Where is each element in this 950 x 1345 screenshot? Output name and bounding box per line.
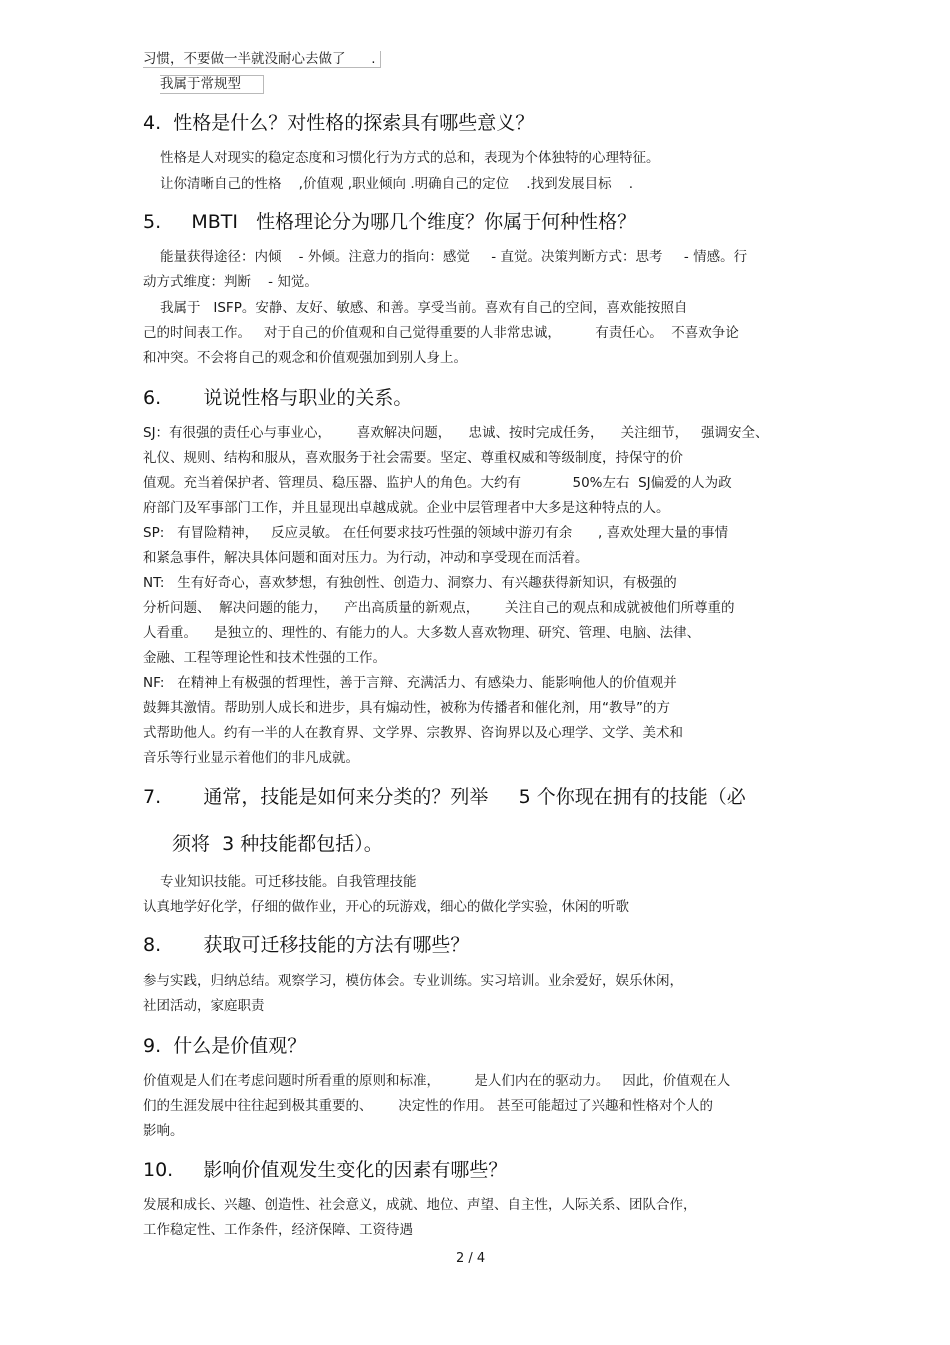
q4-line-2: 让你清晰自己的性格 ,价值观 ,职业倾向 .明确自己的定位 .找到发展目标 . [160, 176, 634, 192]
q5-line-1: 能量获得途径：内倾 - 外倾。注意力的指向：感觉 - 直觉。决策判断方式：思考 - 情感。行 [160, 249, 748, 265]
q5-line-4: 己的时间表工作。 对于自己的价值观和自己觉得重要的人非常忠诚， 有责任心。 不喜欢争论 [143, 325, 739, 341]
q9-heading: 9. 什么是价值观？ [143, 1035, 307, 1057]
q6-nf-line-2: 鼓舞其激情。帮助别人成长和进步，具有煽动性，被称为传播者和催化剂，用“教导”的方 [143, 700, 670, 716]
q9-line-1: 价值观是人们在考虑问题时所看重的原则和标准， 是人们内在的驱动力。 因此，价值观在人 [143, 1073, 731, 1089]
q6-sj-line-4: 府部门及军事部门工作，并且显现出卓越成就。企业中层管理者中大多是这种特点的人。 [143, 500, 670, 516]
q6-sj-line-3: 值观。充当着保护者、管理员、稳压器、监护人的角色。大约有 50%左右 SJ偏爱的人为政 [143, 475, 732, 491]
q6-nf-line-1: NF: 在精神上有极强的哲理性，善于言辩、充满活力、有感染力、能影响他人的价值观并 [143, 675, 677, 691]
q5-heading: 5. MBTI 性格理论分为哪几个维度？你属于何种性格？ [143, 211, 637, 233]
q5-line-3: 我属于 ISFP。安静、友好、敏感、和善。享受当前。喜欢有自己的空间，喜欢能按照自 [160, 300, 688, 316]
intro-line-2: 我属于常规型 [160, 75, 264, 93]
q7-line-1: 专业知识技能。可迁移技能。自我管理技能 [160, 874, 417, 890]
q5-line-2: 动方式维度：判断 - 知觉。 [143, 274, 318, 290]
q6-nt-line-4: 金融、工程等理论性和技术性强的工作。 [143, 650, 386, 666]
q7-heading-line-1: 7. 通常，技能是如何来分类的？列举 5 个你现在拥有的技能（必 [143, 786, 746, 808]
q10-line-2: 工作稳定性、工作条件，经济保障、工资待遇 [143, 1222, 413, 1238]
intro-line-1: 习惯，不要做一半就没耐心去做了 . [143, 50, 381, 68]
q10-line-1: 发展和成长、兴趣、创造性、社会意义，成就、地位、声望、自主性，人际关系、团队合作， [143, 1197, 697, 1213]
q9-line-2: 们的生涯发展中往往起到极其重要的、 决定性的作用。 甚至可能超过了兴趣和性格对个人的 [143, 1098, 714, 1114]
q6-nt-line-3: 人看重。 是独立的、理性的、有能力的人。大多数人喜欢物理、研究、管理、电脑、法律、 [143, 625, 701, 641]
q10-heading: 10. 影响价值观发生变化的因素有哪些？ [143, 1159, 508, 1181]
q7-heading-line-2: 须将 3 种技能都包括）。 [172, 833, 383, 855]
q6-sj-line-1: SJ：有很强的责任心与事业心， 喜欢解决问题， 忠诚、按时完成任务， 关注细节， 强调安全、 [143, 425, 769, 441]
q8-line-2: 社团活动，家庭职责 [143, 998, 265, 1014]
q5-line-5: 和冲突。不会将自己的观念和价值观强加到别人身上。 [143, 350, 467, 366]
q8-line-1: 参与实践，归纳总结。观察学习，模仿体会。专业训练。实习培训。业余爱好，娱乐休闲， [143, 973, 683, 989]
q4-heading: 4. 性格是什么？对性格的探索具有哪些意义？ [143, 112, 535, 134]
page-number: 2 / 4 [456, 1251, 486, 1266]
q6-sp-line-2: 和紧急事件，解决具体问题和面对压力。为行动，冲动和享受现在而活着。 [143, 550, 589, 566]
q6-sj-line-2: 礼仪、规则、结构和服从，喜欢服务于社会需要。坚定、尊重权威和等级制度，持保守的价 [143, 450, 683, 466]
q7-line-2: 认真地学好化学，仔细的做作业，开心的玩游戏，细心的做化学实验，休闲的听歌 [143, 899, 629, 915]
q6-sp-line-1: SP: 有冒险精神， 反应灵敏。 在任何要求技巧性强的领域中游刃有余 , 喜欢处理大量的事情 [143, 525, 729, 541]
q6-nt-line-1: NT: 生有好奇心，喜欢梦想，有独创性、创造力、洞察力、有兴趣获得新知识，有极强的 [143, 575, 677, 591]
q8-heading: 8. 获取可迁移技能的方法有哪些？ [143, 934, 470, 956]
q9-line-3: 影响。 [143, 1123, 184, 1139]
q6-nf-line-4: 音乐等行业显示着他们的非凡成就。 [143, 750, 359, 766]
q6-heading: 6. 说说性格与职业的关系。 [143, 387, 413, 409]
q6-nf-line-3: 式帮助他人。约有一半的人在教育界、文学界、宗教界、咨询界以及心理学、文学、美术和 [143, 725, 683, 741]
q6-nt-line-2: 分析问题、 解决问题的能力， 产出高质量的新观点， 关注自己的观点和成就被他们所尊重的 [143, 600, 735, 616]
q4-line-1: 性格是人对现实的稳定态度和习惯化行为方式的总和，表现为个体独特的心理特征。 [160, 150, 660, 166]
